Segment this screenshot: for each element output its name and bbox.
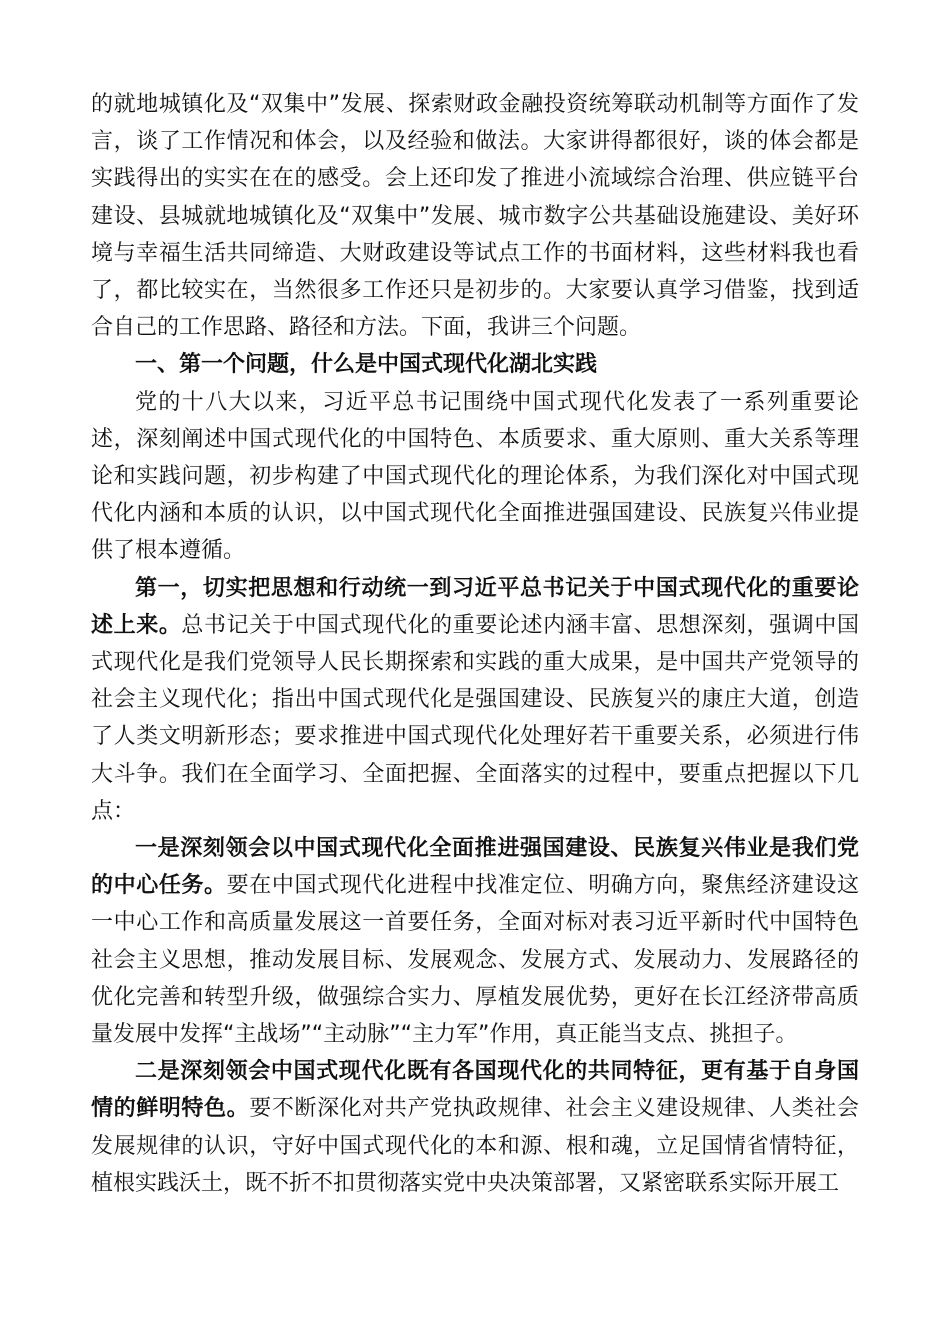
document-body bbox=[91, 86, 859, 1202]
section-heading bbox=[91, 346, 859, 383]
paragraph-text: 的就地城镇化及“双集中”发展、探索财政金融投资统筹联动机制等方面作了发言，谈了工作情况和体会，以及经验和做法。大家讲得都很好，谈的体会都是实践得出的实实在在的感受。会上还印发了推进小流域综合治理、供应链平台建设、县城就地城镇化及“双集中”发展、城市数字公共基础设施建设、美好环境与幸福生活共同缔造、大财政建设等试点工作的书面材料，这些材料我也看了，都比较实在，当然很多工作还只是初步的。大家要认真学习借鉴，找到适合自己的工作思路、路径和方法。下面，我讲三个问题。 bbox=[91, 92, 859, 341]
paragraph-text: 总书记关于中国式现代化的重要论述内涵丰富、思想深刻，强调中国式现代化是我们党领导人民长期探索和实践的重大成果，是中国共产党领导的社会主义现代化；指出中国式现代化是强国建设、民族复兴的康庄大道，创造了人类文明新形态；要求推进中国式现代化处理好若干重要关系，必须进行伟大斗争。我们在全面学习、全面把握、全面落实的过程中，要重点把握以下几点： bbox=[91, 612, 859, 824]
paragraph-text: 要不断深化对共产党执政规律、社会主义建设规律、人类社会发展规律的认识，守好中国式现代化的本和源、根和魂，立足国情省情特征，植根实践沃土，既不折不扣贯彻落实党中央决策部署，又紧密联系实际开展工 bbox=[91, 1096, 859, 1196]
paragraph-text: 要在中国式现代化进程中找准定位、明确方向，聚焦经济建设这一中心工作和高质量发展这一首要任务，全面对标对表习近平新时代中国特色社会主义思想，推动发展目标、发展观念、发展方式、发展动力、发展路径的优化完善和转型升级，做强综合实力、厚植发展优势，更好在长江经济带高质量发展中发挥“主战场”“主动脉”“主力军”作用，真正能当支点、挑担子。 bbox=[91, 873, 859, 1048]
paragraph-continuation bbox=[91, 86, 859, 346]
paragraph-lead: 第一，切实把思想和行动统一到习近平总书记关于中国式现代化的重要论述上来。 bbox=[91, 575, 859, 638]
paragraph-lead: 二是深刻领会中国式现代化既有各国现代化的共同特征，更有基于自身国情的鲜明特色。 bbox=[91, 1059, 859, 1122]
paragraph bbox=[91, 384, 859, 570]
paragraph-lead: 一是深刻领会以中国式现代化全面推进强国建设、民族复兴伟业是我们党的中心任务。 bbox=[91, 836, 859, 899]
paragraph-text: 党的十八大以来，习近平总书记围绕中国式现代化发表了一系列重要论述，深刻阐述中国式现代化的中国特色、本质要求、重大原则、重大关系等理论和实践问题，初步构建了中国式现代化的理论体系，为我们深化对中国式现代化内涵和本质的认识，以中国式现代化全面推进强国建设、民族复兴伟业提供了根本遵循。 bbox=[91, 389, 859, 564]
paragraph bbox=[91, 830, 859, 1053]
paragraph bbox=[91, 570, 859, 830]
section-heading-text: 一、第一个问题，什么是中国式现代化湖北实践 bbox=[135, 352, 598, 378]
paragraph bbox=[91, 1053, 859, 1202]
